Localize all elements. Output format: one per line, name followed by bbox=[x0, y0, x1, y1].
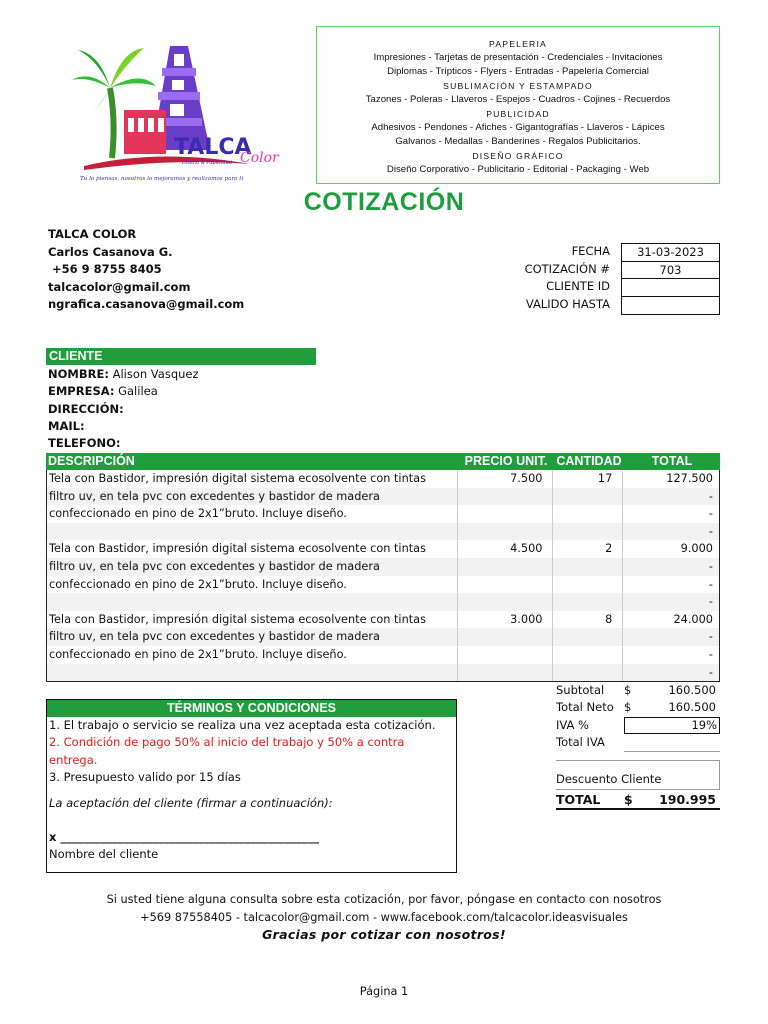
empresa-value: Galilea bbox=[114, 384, 158, 399]
fecha-label: FECHA bbox=[571, 244, 610, 258]
footer-line1: Si usted tiene alguna consulta sobre esta cotización, por favor, póngase en contacto con nosotros bbox=[106, 893, 662, 906]
cell-precio: 3.000 bbox=[458, 611, 554, 629]
cell-precio bbox=[458, 523, 554, 541]
svg-text:Tú lo piensas, nosotros lo mej: Tú lo piensas, nosotros lo mejoramos y realizamos para ti bbox=[80, 176, 244, 182]
table-row bbox=[47, 628, 719, 646]
cell-total: - bbox=[708, 630, 713, 644]
cell-total: 127.500 bbox=[666, 472, 713, 485]
papeleria-line1: Impresiones - Tarjetas de presentación - Credenciales - Invitaciones bbox=[373, 52, 663, 63]
valido-value[interactable] bbox=[622, 297, 719, 315]
cell-descripcion: confeccionado en pino de 2x1”bruto. Incluye diseño. bbox=[47, 576, 458, 594]
meta-values bbox=[621, 243, 720, 315]
cell-cantidad bbox=[553, 558, 623, 576]
cell-descripcion: Tela con Bastidor, impresión digital sistema ecosolvente con tintas bbox=[47, 540, 458, 558]
cell-precio bbox=[458, 505, 554, 523]
cell-descripcion: Tela con Bastidor, impresión digital sistema ecosolvente con tintas bbox=[47, 470, 458, 488]
cell-precio: 7.500 bbox=[458, 470, 554, 488]
cell-precio bbox=[458, 628, 554, 646]
neto-currency: $ bbox=[624, 700, 632, 715]
cell-descripcion: filtro uv, en tela pvc con excedentes y bastidor de madera bbox=[47, 628, 458, 646]
cell-total: 9.000 bbox=[680, 542, 713, 556]
table-row bbox=[47, 505, 719, 523]
cell-precio bbox=[458, 558, 554, 576]
total-iva-value bbox=[624, 734, 720, 751]
total-currency: $ bbox=[624, 791, 633, 807]
table-row bbox=[47, 558, 719, 576]
cell-precio bbox=[458, 664, 554, 682]
page-number: Página 1 bbox=[359, 985, 409, 998]
cell-cantidad bbox=[553, 628, 623, 646]
subtotal-label: Subtotal bbox=[556, 683, 605, 697]
publicidad-line1: Adhesivos - Pendones - Afiches - Gigantografías - Llaveros - Lápices bbox=[371, 122, 665, 133]
cell-total: - bbox=[708, 665, 713, 679]
cotizacion-value[interactable]: 703 bbox=[622, 262, 719, 280]
cell-total: - bbox=[708, 647, 713, 661]
table-row bbox=[47, 611, 719, 629]
header-precio: PRECIO UNIT. bbox=[464, 454, 548, 468]
sublimacion-title: SUBLIMACIÓN Y ESTAMPADO bbox=[443, 81, 593, 91]
terms-box bbox=[46, 699, 457, 873]
publicidad-title: PUBLICIDAD bbox=[486, 109, 550, 119]
cliente-id-value[interactable] bbox=[622, 279, 719, 297]
total-value: 190.995 bbox=[659, 791, 716, 807]
subtotal-currency: $ bbox=[624, 683, 632, 697]
cell-total: - bbox=[708, 577, 713, 591]
page-title: COTIZACIÓN bbox=[303, 188, 465, 216]
header-total: TOTAL bbox=[651, 454, 693, 468]
company-info bbox=[48, 226, 244, 314]
cell-descripcion: confeccionado en pino de 2x1”bruto. Incluye diseño. bbox=[47, 505, 458, 523]
acceptance-text: La aceptación del cliente (firmar a continuación): bbox=[49, 795, 333, 810]
sublimacion-line1: Tazones - Poleras - Llaveros - Espejos - Cuadros - Cojines - Recuerdos bbox=[365, 94, 671, 105]
table-row bbox=[47, 646, 719, 664]
total-label: TOTAL bbox=[556, 791, 601, 807]
table-row bbox=[47, 488, 719, 506]
cell-precio bbox=[458, 646, 554, 664]
signature-line[interactable]: x _____________________________________________ bbox=[49, 830, 320, 845]
svg-text:Diseño & Publicidad: Diseño & Publicidad bbox=[182, 160, 232, 166]
cell-total: - bbox=[708, 489, 713, 503]
header-cantidad: CANTIDAD bbox=[556, 454, 622, 468]
cell-descripcion: filtro uv, en tela pvc con excedentes y bastidor de madera bbox=[47, 488, 458, 506]
total-iva-label: Total IVA bbox=[556, 735, 605, 750]
company-email2: ngrafica.casanova@gmail.com bbox=[48, 297, 245, 312]
valido-label: VALIDO HASTA bbox=[525, 296, 610, 311]
telefono-label: TELEFONO: bbox=[48, 436, 121, 451]
cell-descripcion: Tela con Bastidor, impresión digital sistema ecosolvente con tintas bbox=[47, 611, 458, 629]
items-header bbox=[46, 453, 720, 470]
nombre-label: NOMBRE: bbox=[48, 367, 109, 381]
cell-total: 24.000 bbox=[673, 612, 713, 626]
company-email1: talcacolor@gmail.com bbox=[48, 279, 191, 294]
cell-precio bbox=[458, 576, 554, 594]
services-box bbox=[316, 26, 720, 184]
table-row bbox=[47, 523, 719, 541]
iva-value[interactable]: 19% bbox=[624, 717, 720, 734]
header-descripcion: DESCRIPCIÓN bbox=[48, 454, 135, 468]
papeleria-title: PAPELERIA bbox=[489, 39, 547, 49]
nombre-value: Alison Vasquez bbox=[108, 367, 199, 381]
iva-label: IVA % bbox=[556, 717, 589, 732]
diseno-title: DISEÑO GRÁFICO bbox=[472, 151, 564, 161]
cell-cantidad bbox=[553, 664, 623, 682]
fecha-value[interactable]: 31-03-2023 bbox=[622, 244, 719, 262]
company-name: TALCA COLOR bbox=[48, 227, 137, 241]
cell-cantidad: 17 bbox=[553, 470, 623, 488]
cell-cantidad bbox=[553, 488, 623, 506]
cell-descripcion bbox=[47, 664, 458, 682]
cell-cantidad: 8 bbox=[553, 611, 623, 629]
table-row bbox=[47, 470, 719, 488]
cell-precio: 4.500 bbox=[458, 540, 554, 558]
table-row bbox=[47, 593, 719, 611]
items-body bbox=[46, 470, 720, 682]
meta-labels bbox=[480, 243, 610, 313]
diseno-line1: Diseño Corporativo - Publicitario - Editorial - Packaging - Web bbox=[386, 164, 650, 175]
cell-cantidad bbox=[553, 505, 623, 523]
cell-precio bbox=[458, 488, 554, 506]
publicidad-line2: Galvanos - Medallas - Banderines - Regalos Publicitarios. bbox=[395, 136, 641, 147]
term-2: 2. Condición de pago 50% al inicio del trabajo y 50% a contra entrega. bbox=[49, 735, 405, 767]
cell-cantidad bbox=[553, 593, 623, 611]
company-person: Carlos Casanova G. bbox=[48, 244, 173, 259]
cell-cantidad bbox=[553, 576, 623, 594]
items-table bbox=[46, 453, 720, 682]
svg-text:Color: Color bbox=[240, 150, 279, 166]
cell-descripcion: filtro uv, en tela pvc con excedentes y bastidor de madera bbox=[47, 558, 458, 576]
cell-total: - bbox=[708, 524, 713, 538]
term-3: 3. Presupuesto valido por 15 días bbox=[49, 770, 241, 785]
descuento-label: Descuento Cliente bbox=[556, 760, 720, 790]
cell-total: - bbox=[708, 559, 713, 573]
footer bbox=[0, 891, 768, 944]
thanks-text: Gracias por cotizar con nosotros! bbox=[262, 927, 506, 942]
cell-cantidad bbox=[553, 646, 623, 664]
cell-cantidad: 2 bbox=[553, 540, 623, 558]
footer-line2: +569 87558405 - talcacolor@gmail.com - www.facebook.com/talcacolor.ideasvisuales bbox=[140, 910, 628, 924]
table-row bbox=[47, 576, 719, 594]
table-row bbox=[47, 540, 719, 558]
cell-total: - bbox=[708, 507, 713, 521]
client-info bbox=[48, 366, 199, 452]
empresa-label: EMPRESA: bbox=[48, 384, 115, 399]
table-row bbox=[47, 664, 719, 682]
cell-descripcion bbox=[47, 523, 458, 541]
company-phone: +56 9 8755 8405 bbox=[48, 262, 162, 277]
neto-label: Total Neto bbox=[556, 700, 614, 715]
cliente-id-label: CLIENTE ID bbox=[546, 279, 610, 294]
talca-color-logo bbox=[70, 40, 280, 185]
client-name-label: Nombre del cliente bbox=[49, 847, 159, 862]
term-1: 1. El trabajo o servicio se realiza una vez aceptada esta cotización. bbox=[49, 718, 436, 732]
direccion-label: DIRECCIÓN: bbox=[48, 401, 124, 416]
svg-text:TALCA: TALCA bbox=[174, 135, 252, 160]
cell-descripcion bbox=[47, 593, 458, 611]
cotizacion-label: COTIZACIÓN # bbox=[524, 261, 610, 276]
subtotal-value: 160.500 bbox=[668, 683, 716, 697]
cell-total: - bbox=[708, 595, 713, 609]
terms-title: TÉRMINOS Y CONDICIONES bbox=[47, 700, 456, 717]
cell-precio bbox=[458, 593, 554, 611]
mail-label: MAIL: bbox=[48, 418, 85, 433]
cell-cantidad bbox=[553, 523, 623, 541]
cell-descripcion: confeccionado en pino de 2x1”bruto. Incluye diseño. bbox=[47, 646, 458, 664]
papeleria-line2: Diplomas - Trípticos - Flyers - Entradas - Papelería Comercial bbox=[387, 66, 649, 77]
grand-total bbox=[556, 790, 720, 810]
neto-value: 160.500 bbox=[668, 700, 716, 715]
cliente-header: CLIENTE bbox=[46, 348, 316, 365]
totals-block bbox=[556, 682, 720, 810]
